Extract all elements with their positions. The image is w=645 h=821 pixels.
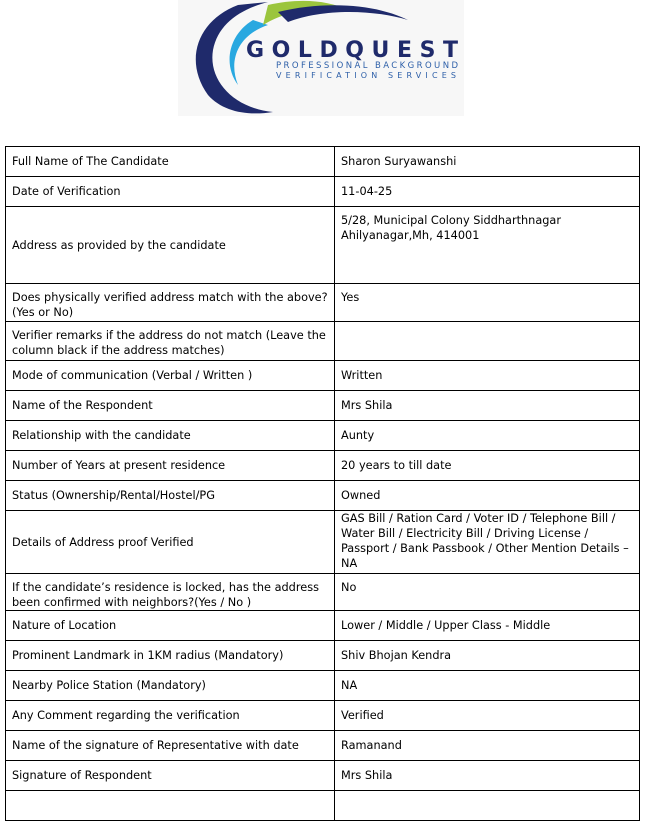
row-value: Owned bbox=[335, 481, 640, 511]
row-label: Date of Verification bbox=[6, 177, 335, 207]
row-value: Lower / Middle / Upper Class - Middle bbox=[335, 611, 640, 641]
row-label: Status (Ownership/Rental/Hostel/PG bbox=[6, 481, 335, 511]
row-value bbox=[335, 322, 640, 361]
row-value: Sharon Suryawanshi bbox=[335, 147, 640, 177]
row-value: Yes bbox=[335, 284, 640, 322]
table-row bbox=[6, 701, 640, 731]
row-value: Ramanand bbox=[335, 731, 640, 761]
table-row bbox=[6, 791, 640, 821]
table-row bbox=[6, 731, 640, 761]
table-row bbox=[6, 611, 640, 641]
row-label: Name of the Respondent bbox=[6, 391, 335, 421]
row-label: Full Name of The Candidate bbox=[6, 147, 335, 177]
row-value: 5/28, Municipal Colony Siddharthnagar Ahilyanagar,Mh, 414001 bbox=[335, 207, 640, 284]
table-row bbox=[6, 322, 640, 361]
row-label: Nearby Police Station (Mandatory) bbox=[6, 671, 335, 701]
row-value: 20 years to till date bbox=[335, 451, 640, 481]
row-label: If the candidate’s residence is locked, has the address been confirmed with neighbors?(Yes / No ) bbox=[6, 574, 335, 611]
row-value: Shiv Bhojan Kendra bbox=[335, 641, 640, 671]
row-value: Aunty bbox=[335, 421, 640, 451]
row-label: Nature of Location bbox=[6, 611, 335, 641]
table-row bbox=[6, 761, 640, 791]
table-row bbox=[6, 207, 640, 284]
table-row bbox=[6, 671, 640, 701]
table-row bbox=[6, 511, 640, 574]
row-value: Mrs Shila bbox=[335, 761, 640, 791]
row-label: Mode of communication (Verbal / Written ) bbox=[6, 361, 335, 391]
row-value: No bbox=[335, 574, 640, 611]
row-label: Does physically verified address match with the above?(Yes or No) bbox=[6, 284, 335, 322]
row-label: Any Comment regarding the verification bbox=[6, 701, 335, 731]
table-row bbox=[6, 481, 640, 511]
row-label: Verifier remarks if the address do not match (Leave the column black if the address matches) bbox=[6, 322, 335, 361]
goldquest-logo bbox=[178, 0, 464, 116]
table-row bbox=[6, 147, 640, 177]
row-label: Name of the signature of Representative with date bbox=[6, 731, 335, 761]
row-label: Signature of Respondent bbox=[6, 761, 335, 791]
table-row bbox=[6, 451, 640, 481]
row-label: Prominent Landmark in 1KM radius (Mandatory) bbox=[6, 641, 335, 671]
row-value: Written bbox=[335, 361, 640, 391]
verification-table bbox=[5, 146, 640, 821]
svg-text:PROFESSIONAL BACKGROUND: PROFESSIONAL BACKGROUND bbox=[276, 61, 458, 71]
row-value: Mrs Shila bbox=[335, 391, 640, 421]
table-row bbox=[6, 177, 640, 207]
row-value: 11-04-25 bbox=[335, 177, 640, 207]
row-value: GAS Bill / Ration Card / Voter ID / Telephone Bill / Water Bill / Electricity Bill / Driving License / Passport / Bank Passbook / Other Mention Details – NA bbox=[335, 511, 640, 574]
row-label: Number of Years at present residence bbox=[6, 451, 335, 481]
table-row bbox=[6, 421, 640, 451]
row-label: Details of Address proof Verified bbox=[6, 511, 335, 574]
table-row bbox=[6, 284, 640, 322]
svg-text:GOLDQUEST: GOLDQUEST bbox=[246, 38, 458, 63]
row-value: NA bbox=[335, 671, 640, 701]
table-row bbox=[6, 361, 640, 391]
svg-text:VERIFICATION SERVICES: VERIFICATION SERVICES bbox=[276, 71, 458, 80]
table-row bbox=[6, 641, 640, 671]
row-label: Address as provided by the candidate bbox=[6, 207, 335, 284]
row-value: Verified bbox=[335, 701, 640, 731]
row-label: Relationship with the candidate bbox=[6, 421, 335, 451]
table-row bbox=[6, 574, 640, 611]
table-row bbox=[6, 391, 640, 421]
